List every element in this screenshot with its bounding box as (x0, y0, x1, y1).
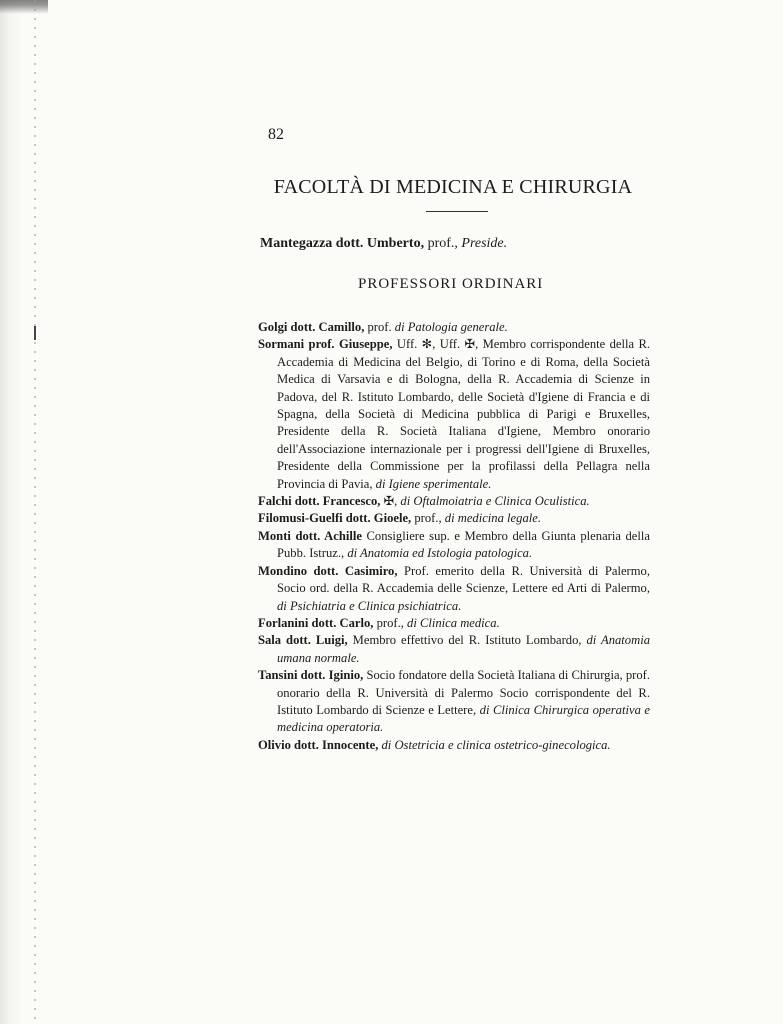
professor-entry (258, 528, 650, 563)
professor-detail: Membro effettivo del R. Istituto Lombardo, (347, 633, 587, 648)
faculty-title: FACOLTÀ DI MEDICINA E CHIRURGIA (273, 176, 633, 198)
professor-role: di Anatomia ed Istologia patologica. (347, 546, 533, 561)
professor-name: Olivio dott. Innocente, (258, 737, 379, 752)
title-divider (426, 211, 488, 212)
professor-entry (258, 563, 650, 615)
professor-detail: ✠, (380, 494, 401, 509)
professor-name: Golgi dott. Camillo, (258, 320, 365, 334)
professor-role: di Clinica medica. (407, 615, 500, 630)
scan-left-edge (0, 0, 22, 1024)
professor-name: Sala dott. Luigi, (258, 633, 348, 648)
professor-role: di Igiene sperimentale. (375, 476, 492, 491)
professor-name: Forlanini dott. Carlo, (258, 615, 374, 630)
professor-role: di Patologia generale. (394, 320, 508, 334)
scan-dotted-margin (34, 0, 36, 1024)
professor-name: Monti dott. Achille (258, 528, 362, 543)
section-heading: PROFESSORI ORDINARI (358, 276, 544, 292)
professor-detail: Consigliere sup. e Membro della Giunta plenaria della Pubb. Istruz., (277, 528, 650, 561)
professor-detail: prof. (364, 320, 395, 334)
professor-name: Sormani prof. Giuseppe, (258, 337, 393, 352)
dean-detail: prof., (424, 236, 462, 251)
professor-name: Falchi dott. Francesco, (258, 494, 381, 509)
scan-margin-tick (34, 326, 36, 340)
professor-name: Filomusi-Guelfi dott. Gioele, (258, 511, 412, 526)
professor-entry (258, 510, 650, 527)
professor-detail: Prof. emerito della R. Università di Palermo, Socio ord. della R. Accademia delle Scienze, Lettere ed Arti di Palermo, (277, 563, 650, 596)
dean-name: Mantegazza dott. Umberto, (260, 236, 425, 251)
professor-entry (258, 493, 650, 510)
professor-entry (258, 336, 650, 493)
professor-role: di Ostetricia e clinica ostetrico-ginecologica. (381, 737, 611, 752)
professor-detail: Socio fondatore della Società Italiana di Chirurgia, prof. onorario della R. Università di Palermo Socio corrispondente del R. Istituto Lombardo di Scienze e Lettere, (277, 668, 650, 717)
professor-role: di Clinica Chirurgica operativa e medicina operatoria. (277, 702, 650, 735)
professor-detail: prof., (373, 615, 408, 630)
professor-name: Tansini dott. Iginio, (258, 668, 364, 683)
page-number: 82 (268, 126, 284, 143)
professor-name: Mondino dott. Casimiro, (258, 563, 398, 578)
dean-line (260, 236, 507, 252)
professor-role: di Psichiatria e Clinica psichiatrica. (277, 598, 462, 613)
professor-detail: prof., (411, 511, 445, 526)
professor-role: di Anatomia umana normale. (277, 633, 650, 665)
professor-role: di Oftalmoiatria e Clinica Oculistica. (400, 494, 590, 509)
professor-entry (258, 615, 650, 632)
professor-entry (258, 632, 650, 667)
professor-list (258, 319, 650, 754)
professor-role: di medicina legale. (444, 511, 541, 526)
professor-entry (258, 319, 650, 336)
professor-detail: Uff. ✻, Uff. ✠, Membro corrispondente della R. Accademia di Medicina del Belgio, di Torino e di Roma, della Società Medica di Varsavia e di Bologna, della R. Accademia di Scienze in Padova, del R. Istituto Lombardo, delle Società d'Igiene di Francia e di Spagna, della Società di Medicina pubblica di Parigi e Bruxelles, Presidente della R. Società Italiana d'Igiene, Membro onorario dell'Associazione internazionale per i progressi dell'Igiene di Bruxelles, Presidente della Commissione per la profilassi della Pellagra nella Provincia di Pavia, (277, 337, 650, 491)
dean-role: Preside. (461, 236, 508, 251)
professor-entry (258, 667, 650, 737)
professor-entry (258, 737, 650, 754)
scan-corner-mark (0, 0, 48, 18)
